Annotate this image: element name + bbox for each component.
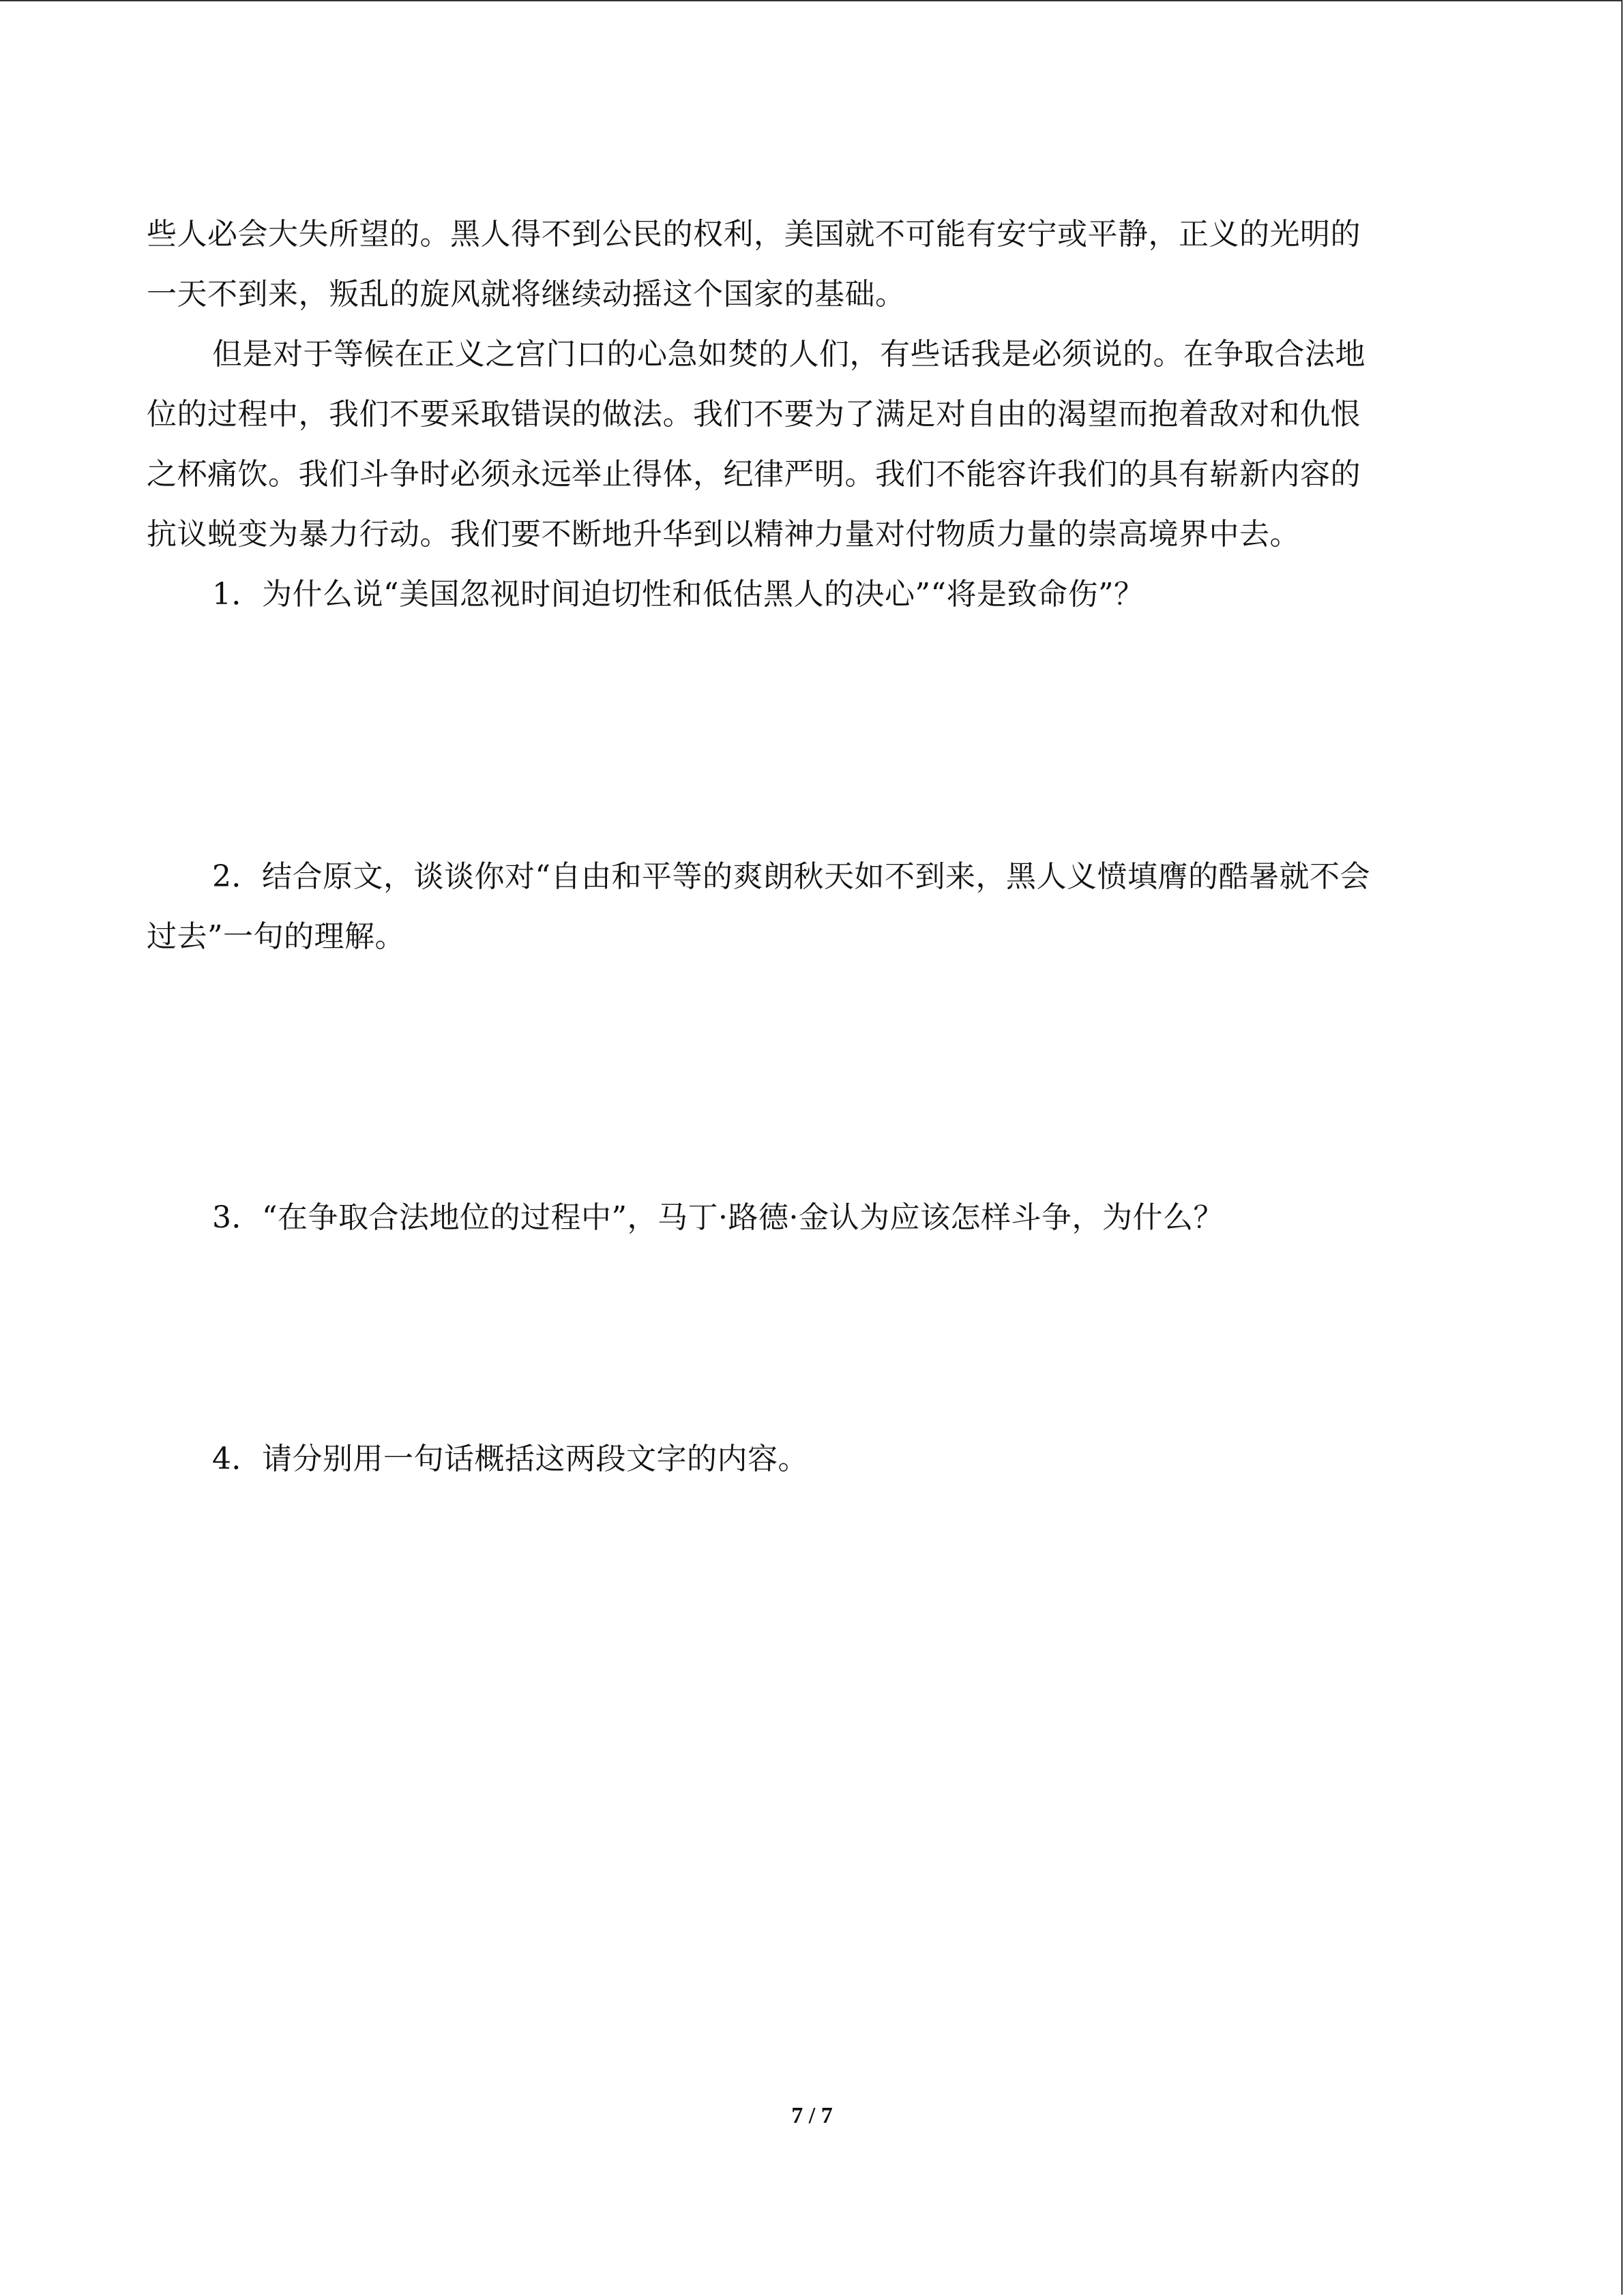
- passage-line: 位的过程中，我们不要采取错误的做法。我们不要为了满足对自由的渴望而抱着敌对和仇恨: [147, 397, 1361, 432]
- passage-line: 之杯痛饮。我们斗争时必须永远举止得体，纪律严明。我们不能容许我们的具有崭新内容的: [147, 457, 1361, 492]
- question-text: 2．结合原文，谈谈你对“自由和平等的爽朗秋天如不到来，黑人义愤填膺的酷暑就不会: [212, 859, 1370, 894]
- passage-line: 但是对于等候在正义之宫门口的心急如焚的人们，有些话我是必须说的。在争取合法地: [212, 337, 1365, 372]
- question-text: 过去”一句的理解。: [147, 919, 405, 954]
- question-4: [147, 1429, 1483, 1489]
- question-text: 1．为什么说“美国忽视时间迫切性和低估黑人的决心”“将是致命伤”？: [212, 577, 1145, 612]
- question-text: 4．请分别用一句话概括这两段文字的内容。: [212, 1442, 808, 1476]
- passage-line: 些人必会大失所望的。黑人得不到公民的权利，美国就不可能有安宁或平静，正义的光明的: [147, 217, 1361, 252]
- question-3: [147, 1188, 1483, 1248]
- passage-line: 抗议蜕变为暴力行动。我们要不断地升华到以精神力量对付物质力量的崇高境界中去。: [147, 517, 1300, 552]
- passage-line: 一天不到来，叛乱的旋风就将继续动摇这个国家的基础。: [147, 277, 906, 312]
- document-body: [147, 205, 1483, 1489]
- question-text: 3．“在争取合法地位的过程中”，马丁·路德·金认为应该怎样斗争，为什么？: [212, 1200, 1224, 1235]
- page-number: 7 / 7: [791, 2103, 833, 2128]
- question-2: [147, 847, 1483, 967]
- reading-passage: [147, 205, 1483, 565]
- question-1: [147, 565, 1483, 625]
